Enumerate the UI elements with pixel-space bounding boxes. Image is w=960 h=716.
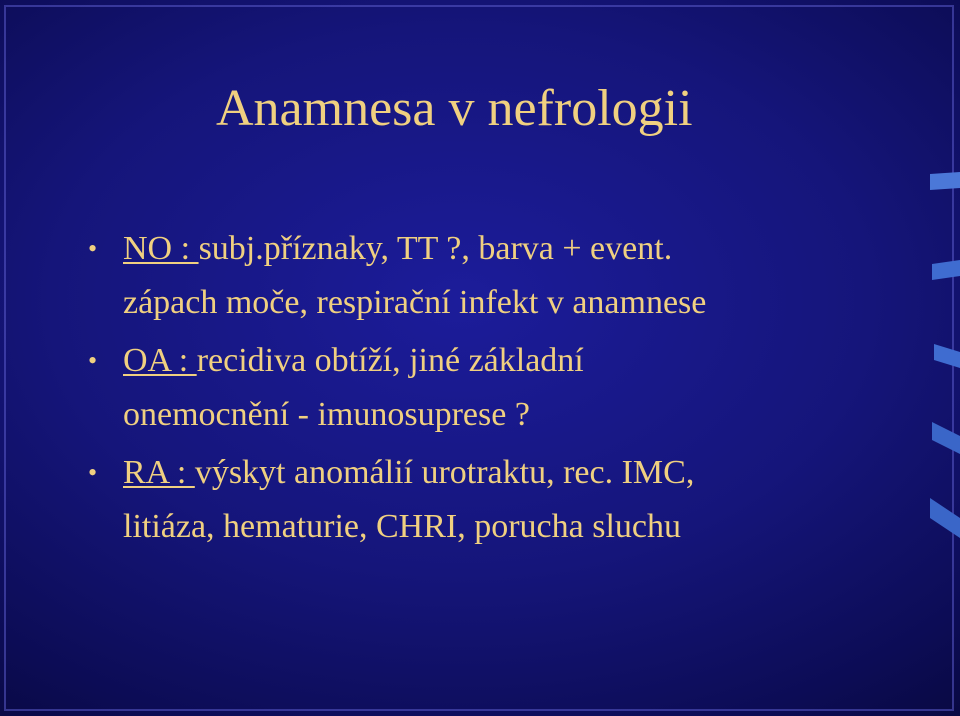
side-mark-3 xyxy=(934,344,960,368)
side-mark-1 xyxy=(930,172,960,190)
bullet-text: subj.příznaky, TT ?, barva + event. xyxy=(198,230,673,267)
bullet-dot: • xyxy=(88,458,98,487)
bullet-text-continued: litiáza, hematurie, CHRI, porucha sluchu xyxy=(123,508,681,545)
side-mark-5 xyxy=(930,498,960,538)
bullet-line xyxy=(123,334,928,388)
bullet-text-continued: zápach moče, respirační infekt v anamnese xyxy=(123,284,707,321)
bullet-item-oa xyxy=(88,334,928,442)
side-mark-2 xyxy=(932,260,960,280)
bullet-item-ra xyxy=(88,446,928,554)
bullet-dot: • xyxy=(88,234,98,263)
bullet-item-no xyxy=(88,222,928,330)
bullet-line xyxy=(123,222,928,276)
bullet-text-continued: onemocnění - imunosuprese ? xyxy=(123,396,530,433)
bullet-label: NO : xyxy=(123,230,199,267)
side-mark-4 xyxy=(932,422,960,454)
bullet-text: recidiva obtíží, jiné základní xyxy=(196,342,584,379)
bullet-label: OA : xyxy=(123,342,197,379)
bullet-label: RA : xyxy=(123,454,195,491)
slide-title: Anamnesa v nefrologii xyxy=(216,80,693,137)
bullet-line xyxy=(123,446,928,500)
bullet-list xyxy=(88,222,928,554)
bullet-dot: • xyxy=(88,346,98,375)
bullet-text: výskyt anomálií urotraktu, rec. IMC, xyxy=(194,454,695,491)
